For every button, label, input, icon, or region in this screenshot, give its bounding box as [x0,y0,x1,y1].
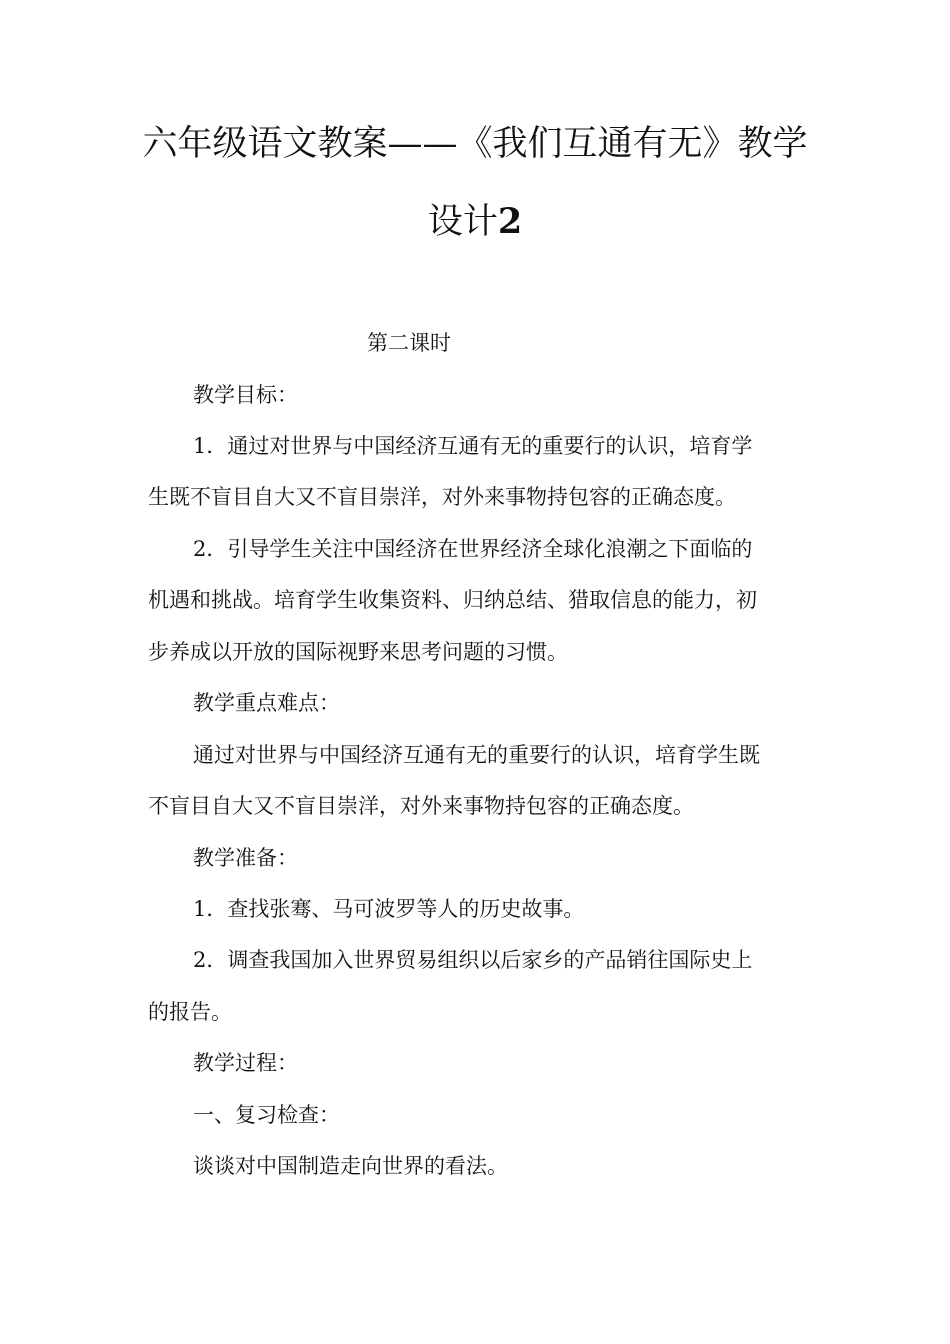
objective-2-line-2: 机遇和挑战。培育学生收集资料、归纳总结、猎取信息的能力，初 [148,588,757,612]
objectives-heading: 教学目标： [193,383,298,407]
process-heading: 教学过程： [193,1051,298,1075]
objective-2-line-1: 2．引导学生关注中国经济在世界经济全球化浪潮之下面临的 [193,537,753,561]
review-text: 谈谈对中国制造走向世界的看法。 [193,1154,508,1178]
review-heading: 一、复习检查： [193,1103,340,1127]
key-points-line-2: 不盲目自大又不盲目崇洋，对外来事物持包容的正确态度。 [148,794,694,818]
preparation-heading: 教学准备： [193,846,298,870]
objective-1-line-2: 生既不盲目自大又不盲目崇洋，对外来事物持包容的正确态度。 [148,485,736,509]
preparation-item-2-line-1: 2．调查我国加入世界贸易组织以后家乡的产品销往国际史上 [193,948,753,972]
document-title-line1: 六年级语文教案——《我们互通有无》教学 [142,124,808,164]
objective-1-line-1: 1．通过对世界与中国经济互通有无的重要行的认识，培育学 [193,434,753,458]
objective-2-line-3: 步养成以开放的国际视野来思考问题的习惯。 [148,640,568,664]
title-number: 2 [497,201,523,242]
preparation-item-2-line-2: 的报告。 [148,1000,232,1024]
document-title-line2 [140,202,810,242]
lesson-label: 第二课时 [367,331,451,355]
title-text: 设计 [427,202,498,242]
key-points-heading: 教学重点难点： [193,691,340,715]
key-points-line-1: 通过对世界与中国经济互通有无的重要行的认识，培育学生既 [193,743,760,767]
preparation-item-1: 1．查找张骞、马可波罗等人的历史故事。 [193,897,585,921]
